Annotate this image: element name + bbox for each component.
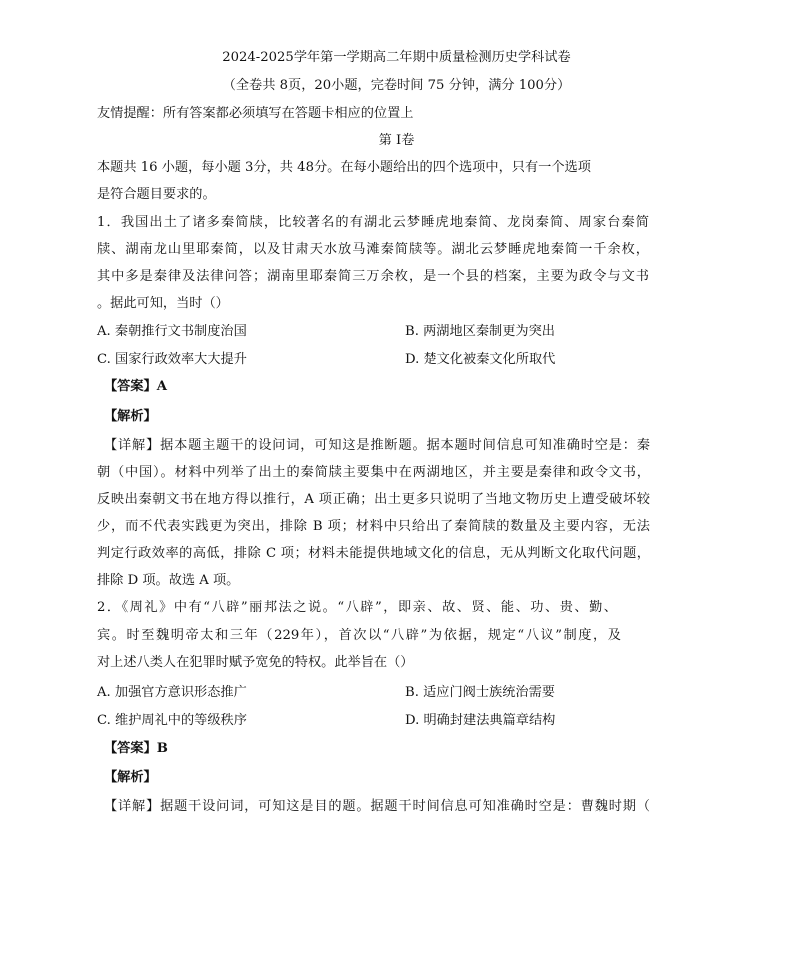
reminder-text: 友情提醒：所有答案都必须填写在答题卡相应的位置上 bbox=[97, 106, 414, 121]
q1-answer: 【答案】A bbox=[104, 379, 167, 394]
q2-stem-line: 对上述八类人在犯罪时赋予宽免的特权。此举旨在（） bbox=[97, 655, 414, 670]
exam-subtitle: （全卷共 8页，20小题，完卷时间 75 分钟，满分 100分） bbox=[222, 78, 571, 93]
q2-stem-line: 宾。时至魏明帝太和三年（229年），首次以“八辟”为依据，规定“八议”制度，及 bbox=[97, 628, 621, 643]
q1-option-c: C. 国家行政效率大大提升 bbox=[97, 352, 247, 367]
q2-option-b: B. 适应门阀士族统治需要 bbox=[405, 685, 555, 700]
q2-option-d: D. 明确封建法典篇章结构 bbox=[405, 713, 556, 728]
q2-stem-line: 2．《周礼》中有“八辟”丽邦法之说。“八辟”，即亲、故、贤、能、功、贵、勤、 bbox=[97, 600, 617, 615]
exam-title: 2024-2025学年第一学期高二年期中质量检测历史学科试卷 bbox=[222, 50, 571, 65]
instructions-line: 本题共 16 小题，每小题 3分，共 48分。在每小题给出的四个选项中，只有一个选项 bbox=[97, 160, 591, 175]
q1-detail-line: 判定行政效率的高低，排除 C 项；材料未能提供地域文化的信息，无从判断文化取代问题， bbox=[97, 546, 650, 561]
q1-stem-line: 牍、湖南龙山里耶秦简，以及甘肃天水放马滩秦简牍等。湖北云梦睡虎地秦简一千余枚， bbox=[97, 242, 649, 257]
q1-option-a: A. 秦朝推行文书制度治国 bbox=[97, 324, 247, 339]
q1-analysis-label: 【解析】 bbox=[104, 409, 157, 424]
instructions-line: 是符合题目要求的。 bbox=[97, 187, 216, 202]
q1-detail-line: 少，而不代表实践更为突出，排除 B 项；材料中只给出了秦简牍的数量及主要内容，无法 bbox=[97, 519, 650, 534]
q1-detail-line: 反映出秦朝文书在地方得以推行，A 项正确；出土更多只说明了当地文物历史上遭受破坏较 bbox=[97, 492, 650, 507]
q1-stem-line: 1．我国出土了诸多秦简牍，比较著名的有湖北云梦睡虎地秦简、龙岗秦简、周家台秦简 bbox=[97, 215, 649, 230]
q2-detail-line: 【详解】据题干设问词，可知这是目的题。据题干时间信息可知准确时空是：曹魏时期（ bbox=[104, 799, 650, 814]
q1-option-b: B. 两湖地区秦制更为突出 bbox=[405, 324, 555, 339]
q1-option-d: D. 楚文化被秦文化所取代 bbox=[405, 352, 556, 367]
q1-detail-line: 朝（中国）。材料中列举了出土的秦简牍主要集中在两湖地区，并主要是秦律和政令文书， bbox=[97, 465, 650, 480]
q2-analysis-label: 【解析】 bbox=[104, 770, 157, 785]
q2-option-a: A. 加强官方意识形态推广 bbox=[97, 685, 247, 700]
q1-detail-line: 排除 D 项。故选 A 项。 bbox=[97, 573, 240, 588]
q2-option-c: C. 维护周礼中的等级秩序 bbox=[97, 713, 247, 728]
q1-stem-line: 。据此可知，当时（） bbox=[97, 296, 229, 311]
q1-stem-line: 其中多是秦律及法律问答；湖南里耶秦简三万余枚，是一个县的档案，主要为政令与文书 bbox=[97, 269, 649, 284]
q2-answer: 【答案】B bbox=[104, 741, 168, 756]
q1-detail-line: 【详解】据本题主题干的设问词，可知这是推断题。据本题时间信息可知准确时空是：秦 bbox=[104, 438, 650, 453]
section-heading: 第 I卷 bbox=[378, 133, 415, 148]
